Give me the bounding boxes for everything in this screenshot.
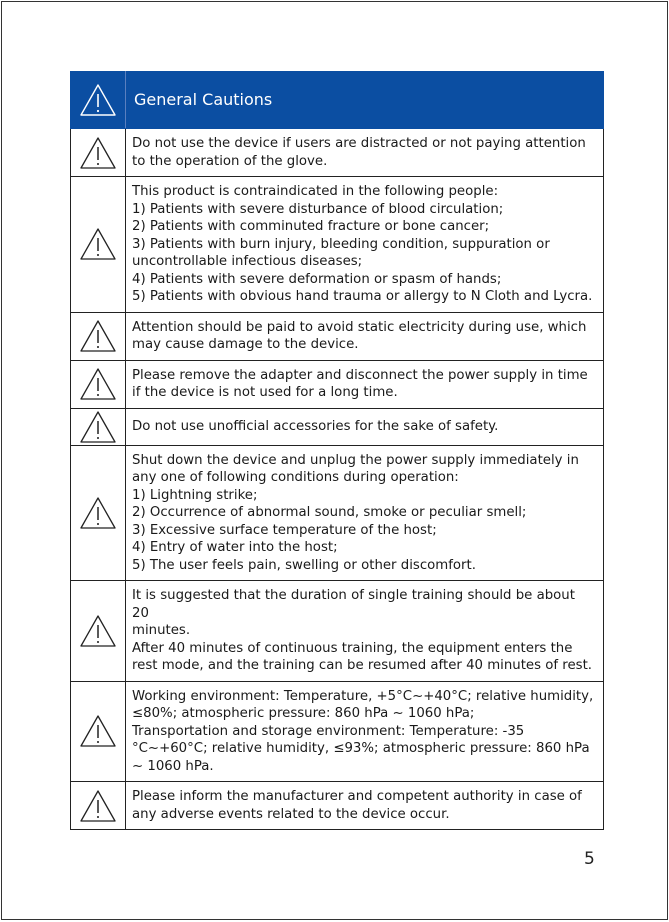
caution-text: [126, 681, 604, 782]
caution-icon-cell: [71, 445, 126, 581]
page-number: 5: [584, 849, 595, 869]
caution-row: [71, 360, 604, 408]
caution-row: [71, 408, 604, 445]
caution-text: [126, 177, 604, 313]
warning-triangle-icon: [78, 613, 118, 649]
caution-line: rest mode, and the training can be resumed after 40 minutes of rest.: [132, 658, 593, 673]
caution-text: [126, 360, 604, 408]
caution-line: It is suggested that the duration of single training should be about 20: [132, 588, 575, 621]
warning-triangle-icon: [78, 409, 118, 445]
caution-text: [126, 581, 604, 682]
caution-icon-cell: [71, 312, 126, 360]
caution-row: [71, 581, 604, 682]
caution-text: [126, 312, 604, 360]
caution-line: may cause damage to the device.: [132, 337, 359, 352]
caution-line: 2) Patients with comminuted fracture or bone cancer;: [132, 219, 490, 234]
caution-line: Shut down the device and unplug the power supply immediately in: [132, 452, 579, 468]
caution-line: Attention should be paid to avoid static electricity during use, which: [132, 319, 587, 335]
caution-row: [71, 129, 604, 177]
caution-line: ~ 1060 hPa.: [132, 758, 214, 774]
caution-line: This product is contraindicated in the following people:: [132, 184, 499, 199]
warning-triangle-icon: [78, 226, 118, 262]
table-title: General Cautions: [126, 72, 604, 129]
manual-page: [1, 1, 668, 920]
caution-line: Please inform the manufacturer and competent authority in case of: [132, 789, 582, 804]
caution-line: Do not use unofficial accessories for the sake of safety.: [132, 418, 499, 434]
caution-icon-cell: [71, 177, 126, 313]
caution-row: [71, 312, 604, 360]
caution-line: uncontrollable infectious diseases;: [132, 254, 363, 269]
warning-triangle-icon: [78, 788, 118, 824]
caution-line: 5) The user feels pain, swelling or other discomfort.: [132, 557, 476, 573]
caution-line: 1) Lightning strike;: [132, 487, 258, 503]
caution-line: 3) Excessive surface temperature of the host;: [132, 522, 437, 538]
caution-text: [126, 445, 604, 581]
warning-triangle-icon: [78, 82, 118, 118]
caution-line: if the device is not used for a long time.: [132, 385, 398, 400]
caution-row: [71, 177, 604, 313]
caution-line: 2) Occurrence of abnormal sound, smoke or peculiar smell;: [132, 505, 527, 520]
table-header-row: [71, 72, 604, 129]
warning-triangle-icon: [78, 366, 118, 402]
caution-text: [126, 408, 604, 445]
caution-line: any one of following conditions during operation:: [132, 470, 459, 485]
caution-line: ≤80%; atmospheric pressure: 860 hPa ~ 1060 hPa;: [132, 706, 475, 721]
caution-row: [71, 681, 604, 782]
caution-row: [71, 782, 604, 830]
caution-line: Working environment: Temperature, +5°C~+40°C; relative humidity,: [132, 688, 594, 704]
caution-icon-cell: [71, 681, 126, 782]
caution-icon-cell: [71, 360, 126, 408]
header-icon-cell: [71, 72, 126, 129]
caution-text: [126, 129, 604, 177]
caution-row: [71, 445, 604, 581]
warning-triangle-icon: [78, 135, 118, 171]
caution-line: any adverse events related to the device occur.: [132, 806, 450, 822]
general-cautions-table: [70, 71, 604, 830]
warning-triangle-icon: [78, 713, 118, 749]
caution-line: to the operation of the glove.: [132, 153, 328, 169]
caution-icon-cell: [71, 129, 126, 177]
caution-line: minutes.: [132, 623, 191, 638]
caution-text: [126, 782, 604, 830]
caution-line: 5) Patients with obvious hand trauma or allergy to N Cloth and Lycra.: [132, 289, 593, 304]
caution-icon-cell: [71, 581, 126, 682]
caution-line: 4) Patients with severe deformation or spasm of hands;: [132, 271, 502, 287]
caution-line: Please remove the adapter and disconnect the power supply in time: [132, 367, 588, 383]
caution-line: Do not use the device if users are distracted or not paying attention: [132, 136, 586, 151]
caution-line: Transportation and storage environment: Temperature: -35: [132, 723, 525, 739]
caution-line: °C~+60°C; relative humidity, ≤93%; atmospheric pressure: 860 hPa: [132, 741, 590, 756]
caution-icon-cell: [71, 782, 126, 830]
warning-triangle-icon: [78, 318, 118, 354]
warning-triangle-icon: [78, 495, 118, 531]
caution-line: After 40 minutes of continuous training, the equipment enters the: [132, 640, 573, 656]
caution-line: 4) Entry of water into the host;: [132, 540, 338, 555]
caution-icon-cell: [71, 408, 126, 445]
caution-line: 1) Patients with severe disturbance of blood circulation;: [132, 201, 504, 217]
caution-line: 3) Patients with burn injury, bleeding condition, suppuration or: [132, 236, 550, 252]
